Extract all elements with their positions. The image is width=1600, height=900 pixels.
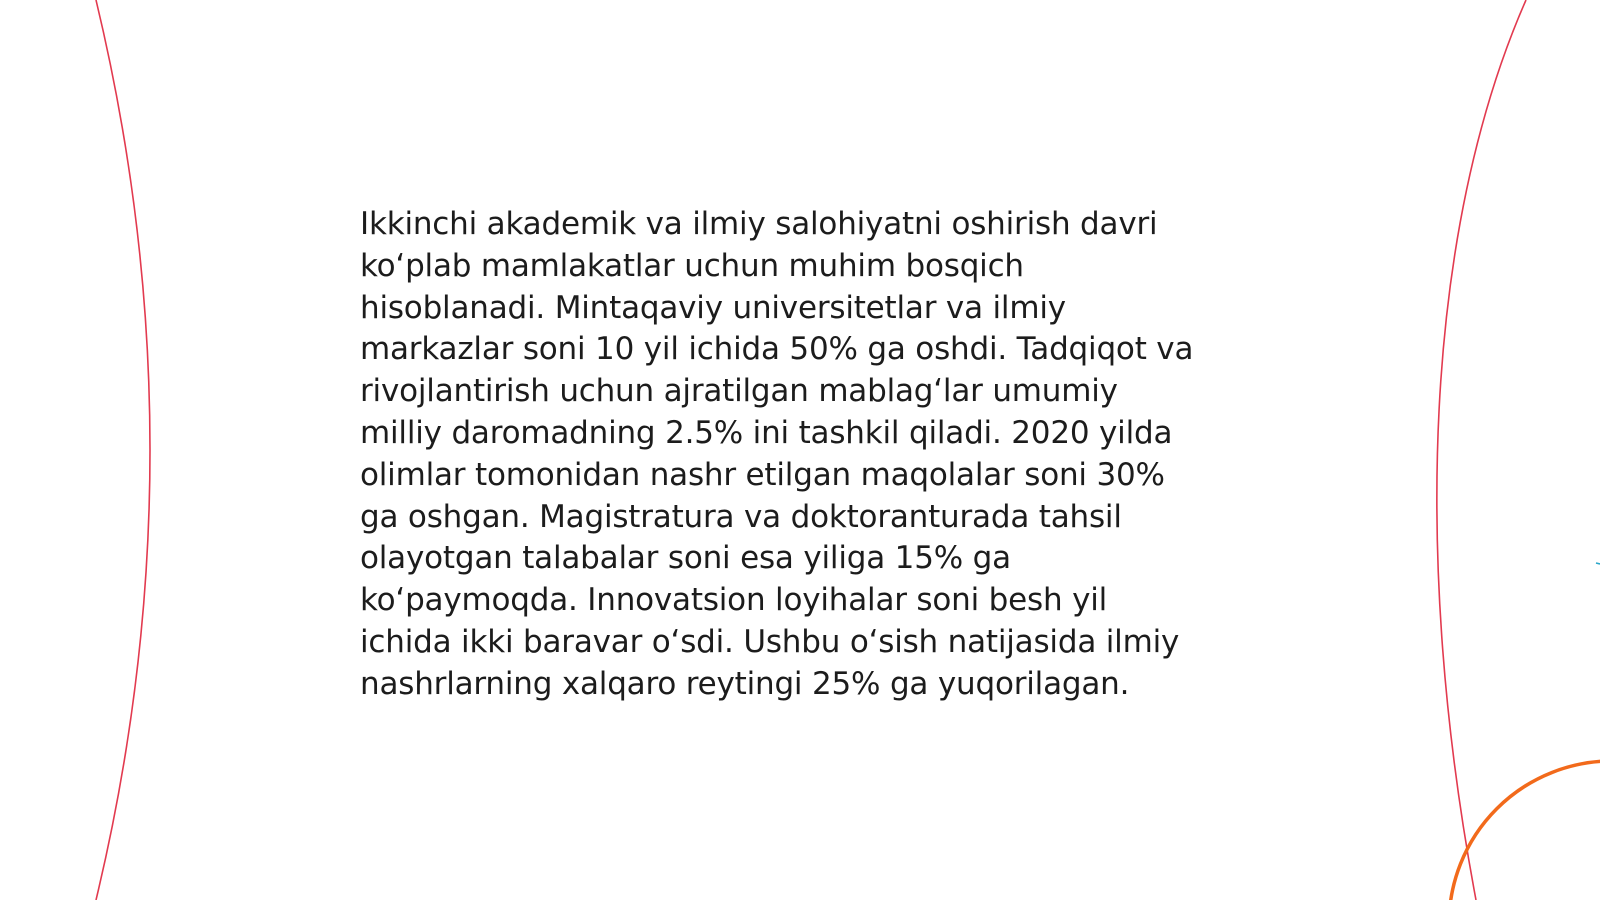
body-text: Ikkinchi akademik va ilmiy salohiyatni oshirish davri koʻplab mamlakatlar uchun muhim bosqich hisoblanadi. Mintaqaviy universitetlar va ilmiy markazlar soni 10 yil ichida 50% ga oshdi. Tadqiqot va rivojlantirish uchun ajratilgan mablagʻlar umumiy milliy daromadning 2.5% ini tashkil qiladi. 2020 yilda olimlar tomonidan nashr etilgan maqolalar soni 30% ga oshgan. Magistratura va doktoranturada tahsil olayotgan talabalar soni esa yiliga 15% ga koʻpaymoqda. Innovatsion loyihalar soni besh yil ichida ikki baravar oʻsdi. Ushbu oʻsish natijasida ilmiy nashrlarning xalqaro reytingi 25% ga yuqorilagan. — [360, 206, 1194, 702]
accent-tick — [1596, 563, 1600, 564]
right-arc — [1437, 0, 1526, 900]
left-arc — [96, 0, 150, 900]
